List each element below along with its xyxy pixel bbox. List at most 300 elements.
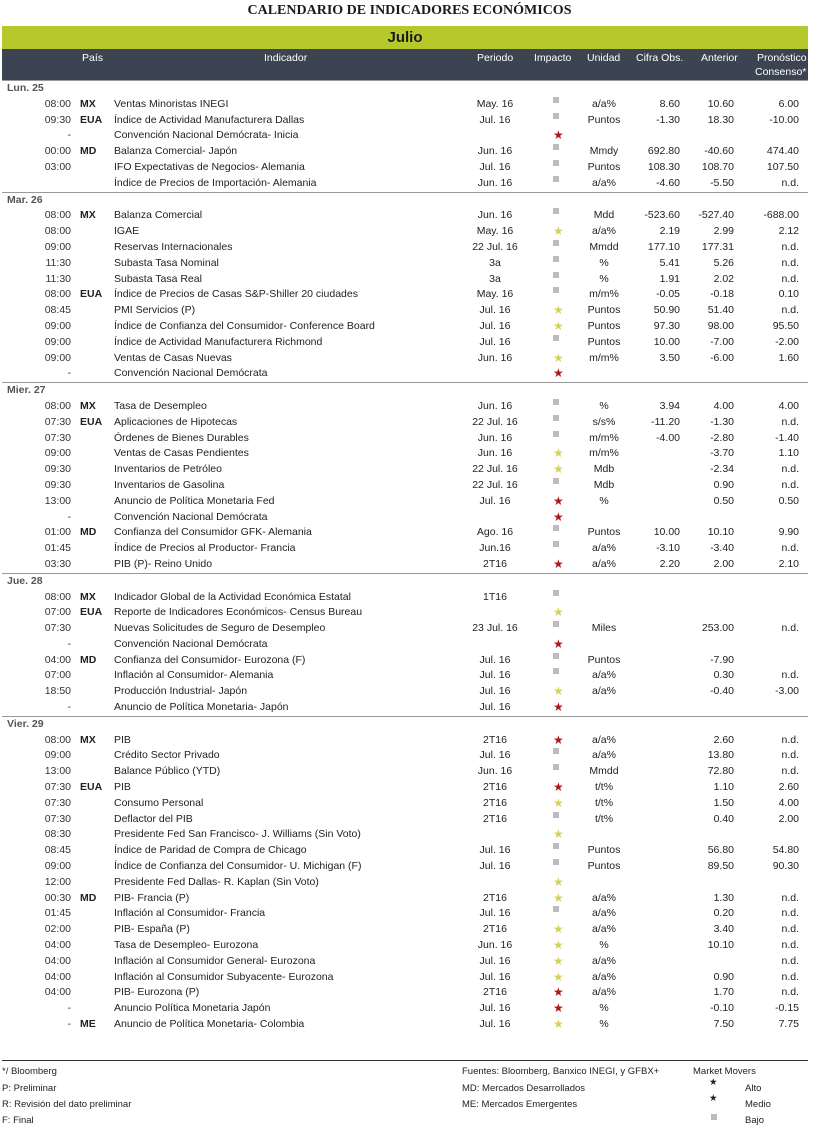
row-anterior: 10.60 xyxy=(707,97,734,110)
row-time: 04:00 xyxy=(44,954,71,967)
row-anterior: 0.20 xyxy=(713,907,734,920)
row-period: Jun. 16 xyxy=(477,431,513,444)
row-country: MD xyxy=(80,526,97,539)
row-unit: m/m% xyxy=(589,447,619,460)
row-pronostico: 2.10 xyxy=(778,557,799,570)
table-row xyxy=(0,113,819,129)
row-pronostico: -2.00 xyxy=(775,335,799,348)
row-time: - xyxy=(67,1018,71,1031)
row-period: 2T16 xyxy=(483,986,507,999)
row-period: 3a xyxy=(489,256,501,269)
row-indicator: Inflación al Consumidor- Alemania xyxy=(114,669,274,682)
row-anterior: 13.80 xyxy=(707,749,734,762)
day-label: Jue. 28 xyxy=(7,574,43,587)
row-indicator: Órdenes de Bienes Durables xyxy=(114,431,249,444)
row-time: 01:00 xyxy=(44,526,71,539)
row-period: 3a xyxy=(489,272,501,285)
row-anterior: -3.40 xyxy=(710,542,734,555)
row-indicator: Inventarios de Gasolina xyxy=(114,478,225,491)
row-indicator: Anuncio de Política Monetaria Fed xyxy=(114,494,275,507)
row-indicator: Crédito Sector Privado xyxy=(114,749,220,762)
row-unit: a/a% xyxy=(592,907,616,920)
footnote-bloomberg: */ Bloomberg xyxy=(2,1066,57,1077)
row-time: 09:30 xyxy=(44,113,71,126)
row-anterior: 1.70 xyxy=(713,986,734,999)
row-unit: t/t% xyxy=(594,812,614,825)
table-row: 04:00 Inflación al Consumidor Subyacente- Eurozona Jul. 16 ★ a/a% 0.90 n.d. xyxy=(0,970,819,986)
row-unit: % xyxy=(599,272,609,285)
day-header xyxy=(2,573,808,590)
row-country: ME xyxy=(80,1018,96,1031)
row-indicator: Índice de Actividad Manufacturera Richmond xyxy=(114,335,323,348)
row-unit: m/m% xyxy=(589,351,619,364)
row-anterior: -5.50 xyxy=(710,176,734,189)
table-row: 04:00 PIB- Eurozona (P) 2T16 ★ a/a% 1.70 n.d. xyxy=(0,985,819,1001)
row-time: 08:00 xyxy=(44,733,71,746)
row-cifra: -4.00 xyxy=(656,431,680,444)
row-anterior: 72.80 xyxy=(707,765,734,778)
row-anterior: 1.50 xyxy=(713,796,734,809)
row-anterior: 0.50 xyxy=(713,494,734,507)
row-indicator: Nuevas Solicitudes de Seguro de Desempleo xyxy=(114,622,326,635)
row-period: Jul. 16 xyxy=(479,970,511,983)
row-indicator: Ventas de Casas Pendientes xyxy=(114,447,249,460)
table-header xyxy=(2,49,808,80)
row-time: 09:00 xyxy=(44,749,71,762)
row-period: Jul. 16 xyxy=(479,954,511,967)
row-country: MX xyxy=(80,590,96,603)
row-period: Jun. 16 xyxy=(477,399,513,412)
row-pronostico: 9.90 xyxy=(778,526,799,539)
row-anterior: 18.30 xyxy=(707,113,734,126)
row-period: Jul. 16 xyxy=(479,749,511,762)
row-anterior: 51.40 xyxy=(707,304,734,317)
row-cifra: 108.30 xyxy=(647,160,680,173)
row-pronostico: 7.75 xyxy=(778,1018,799,1031)
row-time: 09:00 xyxy=(44,319,71,332)
row-pronostico: n.d. xyxy=(781,923,799,936)
row-pronostico: -688.00 xyxy=(763,209,799,222)
row-pronostico: 107.50 xyxy=(766,160,799,173)
row-unit: s/s% xyxy=(592,415,616,428)
row-anterior: 108.70 xyxy=(701,160,734,173)
row-unit: Puntos xyxy=(587,160,621,173)
row-period: Jul. 16 xyxy=(479,669,511,682)
row-period: Jul. 16 xyxy=(479,1018,511,1031)
row-time: 09:00 xyxy=(44,335,71,348)
row-unit: % xyxy=(599,494,609,507)
row-cifra: 5.41 xyxy=(659,256,680,269)
row-unit: t/t% xyxy=(594,781,614,794)
row-time: 08:00 xyxy=(44,225,71,238)
row-indicator: Inflación al Consumidor Subyacente- Eurozona xyxy=(114,970,334,983)
row-indicator: Ventas Minoristas INEGI xyxy=(114,97,229,110)
row-unit: Puntos xyxy=(587,526,621,539)
row-time: 12:00 xyxy=(44,875,71,888)
legend-alto: Alto xyxy=(745,1083,762,1094)
page-title: CALENDARIO DE INDICADORES ECONÓMICOS xyxy=(247,3,572,18)
row-pronostico: 2.00 xyxy=(778,812,799,825)
table-row xyxy=(0,843,819,859)
row-unit: a/a% xyxy=(592,669,616,682)
table-row: 04:00 Tasa de Desempleo- Eurozona Jun. 16 ★ % 10.10 n.d. xyxy=(0,938,819,954)
row-pronostico: n.d. xyxy=(781,907,799,920)
day-header xyxy=(2,80,808,97)
row-pronostico: n.d. xyxy=(781,240,799,253)
row-unit: Mmdd xyxy=(589,240,619,253)
row-time: 08:00 xyxy=(44,209,71,222)
row-pronostico: n.d. xyxy=(781,733,799,746)
row-indicator: Subasta Tasa Real xyxy=(114,272,202,285)
row-time: 01:45 xyxy=(44,542,71,555)
row-country: EUA xyxy=(80,113,103,126)
row-pronostico: -10.00 xyxy=(769,113,799,126)
row-indicator: Presidente Fed Dallas- R. Kaplan (Sin Voto) xyxy=(114,875,319,888)
row-period: 2T16 xyxy=(483,733,507,746)
row-time: 04:00 xyxy=(44,986,71,999)
row-period: Jul. 16 xyxy=(479,860,511,873)
row-time: 07:30 xyxy=(44,781,71,794)
row-time: 08:00 xyxy=(44,97,71,110)
row-period: Jun. 16 xyxy=(477,447,513,460)
row-anterior: 1.10 xyxy=(713,781,734,794)
row-period: Jul. 16 xyxy=(479,907,511,920)
row-unit: m/m% xyxy=(589,431,619,444)
row-pronostico: 1.10 xyxy=(778,447,799,460)
row-time: 08:45 xyxy=(44,304,71,317)
row-period: Jul. 16 xyxy=(479,160,511,173)
row-time: 07:30 xyxy=(44,622,71,635)
row-indicator: PIB xyxy=(114,781,131,794)
row-pronostico: n.d. xyxy=(781,765,799,778)
row-unit: a/a% xyxy=(592,685,616,698)
row-pronostico: n.d. xyxy=(781,272,799,285)
table-row xyxy=(0,176,819,192)
day-header xyxy=(2,382,808,399)
row-unit: a/a% xyxy=(592,986,616,999)
legend-low-square-icon xyxy=(711,1112,717,1123)
row-anterior: 89.50 xyxy=(707,860,734,873)
table-row xyxy=(0,478,819,494)
row-unit: a/a% xyxy=(592,954,616,967)
row-time: 00:30 xyxy=(44,891,71,904)
row-indicator: Subasta Tasa Nominal xyxy=(114,256,219,269)
row-indicator: Producción Industrial- Japón xyxy=(114,685,248,698)
row-time: 00:00 xyxy=(44,145,71,158)
row-cifra: -523.60 xyxy=(644,209,680,222)
table-row: 02:00 PIB- España (P) 2T16 ★ a/a% 3.40 n.d. xyxy=(0,922,819,938)
row-country: MX xyxy=(80,399,96,412)
table-row xyxy=(0,144,819,160)
legend-high-star-icon: ★ xyxy=(709,1077,718,1088)
row-time: - xyxy=(67,367,71,380)
row-period: 1T16 xyxy=(483,590,507,603)
row-indicator: PIB- Eurozona (P) xyxy=(114,986,200,999)
row-time: 18:50 xyxy=(44,685,71,698)
month-banner: Julio xyxy=(2,26,808,49)
row-pronostico: n.d. xyxy=(781,939,799,952)
header-cifra: Cifra Obs. xyxy=(636,52,684,64)
footnote-fuentes: Fuentes: Bloomberg, Banxico INEGI, y GFBX+ xyxy=(462,1066,660,1077)
row-time: 09:00 xyxy=(44,860,71,873)
row-indicator: Balanza Comercial- Japón xyxy=(114,145,238,158)
table-row: - Convención Nacional Demócrata ★ xyxy=(0,637,819,653)
row-unit: a/a% xyxy=(592,176,616,189)
row-period: May. 16 xyxy=(476,225,514,238)
day-label: Vier. 29 xyxy=(7,717,44,730)
row-indicator: Confianza del Consumidor GFK- Alemania xyxy=(114,526,312,539)
row-cifra: -4.60 xyxy=(656,176,680,189)
row-unit: Mdd xyxy=(593,209,615,222)
row-indicator: Tasa de Desempleo xyxy=(114,399,207,412)
row-cifra: 3.94 xyxy=(659,399,680,412)
row-pronostico: n.d. xyxy=(781,176,799,189)
row-period: Jun.16 xyxy=(479,542,511,555)
row-period: 2T16 xyxy=(483,891,507,904)
row-cifra: 10.00 xyxy=(653,335,680,348)
row-unit: m/m% xyxy=(589,288,619,301)
row-time: 03:00 xyxy=(44,160,71,173)
table-row: 08:45 PMI Servicios (P) Jul. 16 ★ Puntos 50.90 51.40 n.d. xyxy=(0,303,819,319)
row-anterior: 56.80 xyxy=(707,844,734,857)
row-indicator: Inventarios de Petróleo xyxy=(114,463,222,476)
row-time: 07:30 xyxy=(44,796,71,809)
row-anterior: 3.40 xyxy=(713,923,734,936)
row-indicator: PIB- España (P) xyxy=(114,923,190,936)
row-time: 09:30 xyxy=(44,478,71,491)
row-pronostico: n.d. xyxy=(781,669,799,682)
table-row xyxy=(0,812,819,828)
row-pronostico: -1.40 xyxy=(775,431,799,444)
row-indicator: Índice de Precios de Casas S&P-Shiller 20 ciudades xyxy=(114,288,358,301)
header-periodo: Periodo xyxy=(477,52,514,64)
row-pronostico: 2.12 xyxy=(778,225,799,238)
legend-title: Market Movers xyxy=(693,1066,756,1077)
row-pronostico: n.d. xyxy=(781,256,799,269)
row-indicator: Índice de Paridad de Compra de Chicago xyxy=(114,844,307,857)
row-unit: Mmdy xyxy=(589,145,619,158)
row-period: Jun. 16 xyxy=(477,351,513,364)
legend-medio: Medio xyxy=(745,1099,771,1110)
table-row xyxy=(0,272,819,288)
header-anterior: Anterior xyxy=(701,52,738,64)
row-time: 11:30 xyxy=(45,256,71,269)
table-row xyxy=(0,97,819,113)
table-row xyxy=(0,415,819,431)
row-cifra: 2.20 xyxy=(659,557,680,570)
row-time: 13:00 xyxy=(44,765,71,778)
row-anterior: -40.60 xyxy=(704,145,734,158)
row-unit: % xyxy=(599,1002,609,1015)
row-unit: % xyxy=(599,1018,609,1031)
row-anterior: 0.90 xyxy=(713,478,734,491)
row-cifra: -3.10 xyxy=(656,542,680,555)
row-indicator: Anuncio de Política Monetaria- Colombia xyxy=(114,1018,305,1031)
row-indicator: PIB xyxy=(114,733,131,746)
row-anterior: -2.80 xyxy=(710,431,734,444)
row-time: 04:00 xyxy=(44,939,71,952)
row-unit: Puntos xyxy=(587,860,621,873)
table-row xyxy=(0,668,819,684)
row-period: 22 Jul. 16 xyxy=(472,478,518,491)
row-time: - xyxy=(67,510,71,523)
table-row: 09:00 Índice de Confianza del Consumidor- Conference Board Jul. 16 ★ Puntos 97.30 98.00 95.50 xyxy=(0,319,819,335)
legend-bajo: Bajo xyxy=(745,1115,765,1126)
table-row xyxy=(0,764,819,780)
row-indicator: Tasa de Desempleo- Eurozona xyxy=(114,939,259,952)
table-row: 08:00 IGAE May. 16 ★ a/a% 2.19 2.99 2.12 xyxy=(0,224,819,240)
row-indicator: PIB (P)- Reino Unido xyxy=(114,557,213,570)
row-unit: a/a% xyxy=(592,749,616,762)
row-unit: Mdb xyxy=(593,463,615,476)
row-indicator: Deflactor del PIB xyxy=(114,812,193,825)
table-row: 12:00 Presidente Fed Dallas- R. Kaplan (Sin Voto) ★ xyxy=(0,875,819,891)
table-row: - Convención Nacional Demócrata ★ xyxy=(0,510,819,526)
table-row: 04:00 Inflación al Consumidor General- Eurozona Jul. 16 ★ a/a% n.d. xyxy=(0,954,819,970)
row-time: 08:45 xyxy=(44,844,71,857)
row-country: EUA xyxy=(80,606,103,619)
row-indicator: Reservas Internacionales xyxy=(114,240,233,253)
table-row xyxy=(0,653,819,669)
row-pronostico: n.d. xyxy=(781,970,799,983)
row-anterior: 7.50 xyxy=(713,1018,734,1031)
row-period: 2T16 xyxy=(483,812,507,825)
day-header xyxy=(2,716,808,733)
row-period: 23 Jul. 16 xyxy=(472,622,518,635)
row-pronostico: n.d. xyxy=(781,891,799,904)
row-pronostico: 1.60 xyxy=(778,351,799,364)
row-period: 2T16 xyxy=(483,781,507,794)
table-row: - ME Anuncio de Política Monetaria- Colombia Jul. 16 ★ % 7.50 7.75 xyxy=(0,1017,819,1033)
row-period: Jun. 16 xyxy=(477,765,513,778)
row-indicator: Ventas de Casas Nuevas xyxy=(114,351,232,364)
row-time: 09:30 xyxy=(44,463,71,476)
row-pronostico: 54.80 xyxy=(772,844,799,857)
row-indicator: Balanza Comercial xyxy=(114,209,203,222)
table-row xyxy=(0,208,819,224)
row-indicator: Aplicaciones de Hipotecas xyxy=(114,415,238,428)
table-row: 07:30 Consumo Personal 2T16 ★ t/t% 1.50 4.00 xyxy=(0,796,819,812)
row-period: Jul. 16 xyxy=(479,1002,511,1015)
row-time: 09:00 xyxy=(44,351,71,364)
row-country: MD xyxy=(80,653,97,666)
row-cifra: 50.90 xyxy=(653,304,680,317)
row-anterior: 2.02 xyxy=(713,272,734,285)
table-row xyxy=(0,399,819,415)
header-pronostico: Pronóstico xyxy=(757,52,807,64)
header-unidad: Unidad xyxy=(587,52,621,64)
table-row xyxy=(0,590,819,606)
table-row xyxy=(0,240,819,256)
row-indicator: Presidente Fed San Francisco- J. Williams (Sin Voto) xyxy=(114,828,361,841)
table-row xyxy=(0,621,819,637)
row-period: Ago. 16 xyxy=(476,526,514,539)
table-row xyxy=(0,859,819,875)
table-row: - Anuncio Política Monetaria Japón Jul. 16 ★ % -0.10 -0.15 xyxy=(0,1001,819,1017)
row-period: Jul. 16 xyxy=(479,304,511,317)
table-row xyxy=(0,287,819,303)
row-pronostico: n.d. xyxy=(781,463,799,476)
row-anterior: 2.99 xyxy=(713,225,734,238)
row-pronostico: n.d. xyxy=(781,622,799,635)
table-row: 18:50 Producción Industrial- Japón Jul. 16 ★ a/a% -0.40 -3.00 xyxy=(0,684,819,700)
row-indicator: Índice de Precios al Productor- Francia xyxy=(114,542,296,555)
row-indicator: Inflación al Consumidor General- Eurozona xyxy=(114,954,316,967)
row-period: 2T16 xyxy=(483,796,507,809)
row-unit: a/a% xyxy=(592,733,616,746)
row-time: 07:00 xyxy=(44,669,71,682)
row-time: 13:00 xyxy=(44,494,71,507)
row-pronostico: n.d. xyxy=(781,542,799,555)
row-anterior: 10.10 xyxy=(707,939,734,952)
row-time: 04:00 xyxy=(44,653,71,666)
row-cifra: 1.91 xyxy=(659,272,680,285)
row-anterior: 5.26 xyxy=(713,256,734,269)
row-time: 07:00 xyxy=(44,606,71,619)
row-indicator: Anuncio Política Monetaria Japón xyxy=(114,1002,271,1015)
row-pronostico: 4.00 xyxy=(778,796,799,809)
row-cifra: 692.80 xyxy=(647,145,680,158)
row-time: 08:00 xyxy=(44,288,71,301)
row-unit: a/a% xyxy=(592,225,616,238)
row-country: MX xyxy=(80,733,96,746)
row-country: MX xyxy=(80,97,96,110)
row-indicator: Consumo Personal xyxy=(114,796,204,809)
header-indicador: Indicador xyxy=(264,52,308,64)
row-anterior: -0.10 xyxy=(710,1002,734,1015)
row-anterior: 2.00 xyxy=(713,557,734,570)
row-period: Jul. 16 xyxy=(479,494,511,507)
row-anterior: 98.00 xyxy=(707,319,734,332)
row-anterior: 177.31 xyxy=(701,240,734,253)
day-label: Mier. 27 xyxy=(7,384,46,397)
row-period: Jul. 16 xyxy=(479,701,511,714)
row-cifra: -1.30 xyxy=(656,113,680,126)
row-pronostico: 474.40 xyxy=(766,145,799,158)
row-cifra: -0.05 xyxy=(656,288,680,301)
table-row: 07:30 EUA PIB 2T16 ★ t/t% 1.10 2.60 xyxy=(0,780,819,796)
row-time: - xyxy=(67,1002,71,1015)
row-cifra: 97.30 xyxy=(653,319,680,332)
row-unit: Puntos xyxy=(587,113,621,126)
row-time: - xyxy=(67,637,71,650)
row-anterior: -0.40 xyxy=(710,685,734,698)
row-anterior: 1.30 xyxy=(713,891,734,904)
row-indicator: Reporte de Indicadores Económicos- Census Bureau xyxy=(114,606,363,619)
row-anterior: -527.40 xyxy=(698,209,734,222)
row-unit: Puntos xyxy=(587,304,621,317)
footnote-final: F: Final xyxy=(2,1115,34,1126)
row-anterior: -1.30 xyxy=(710,415,734,428)
row-indicator: Índice de Confianza del Consumidor- Conference Board xyxy=(114,319,375,332)
footnote-md: MD: Mercados Desarrollados xyxy=(462,1083,586,1094)
row-indicator: Convención Nacional Demócrata xyxy=(114,510,268,523)
table-row: - Convención Nacional Demócrata ★ xyxy=(0,366,819,382)
row-time: 08:00 xyxy=(44,590,71,603)
legend-medium-star-icon: ★ xyxy=(709,1093,718,1104)
row-time: 07:30 xyxy=(44,812,71,825)
footnote-me: ME: Mercados Emergentes xyxy=(462,1099,578,1110)
row-period: Jul. 16 xyxy=(479,113,511,126)
row-time: - xyxy=(67,701,71,714)
row-country: EUA xyxy=(80,288,103,301)
row-unit: Puntos xyxy=(587,335,621,348)
row-cifra: 177.10 xyxy=(647,240,680,253)
row-unit: a/a% xyxy=(592,970,616,983)
row-anterior: 253.00 xyxy=(701,622,734,635)
row-cifra: 8.60 xyxy=(659,97,680,110)
row-time: 02:00 xyxy=(44,923,71,936)
